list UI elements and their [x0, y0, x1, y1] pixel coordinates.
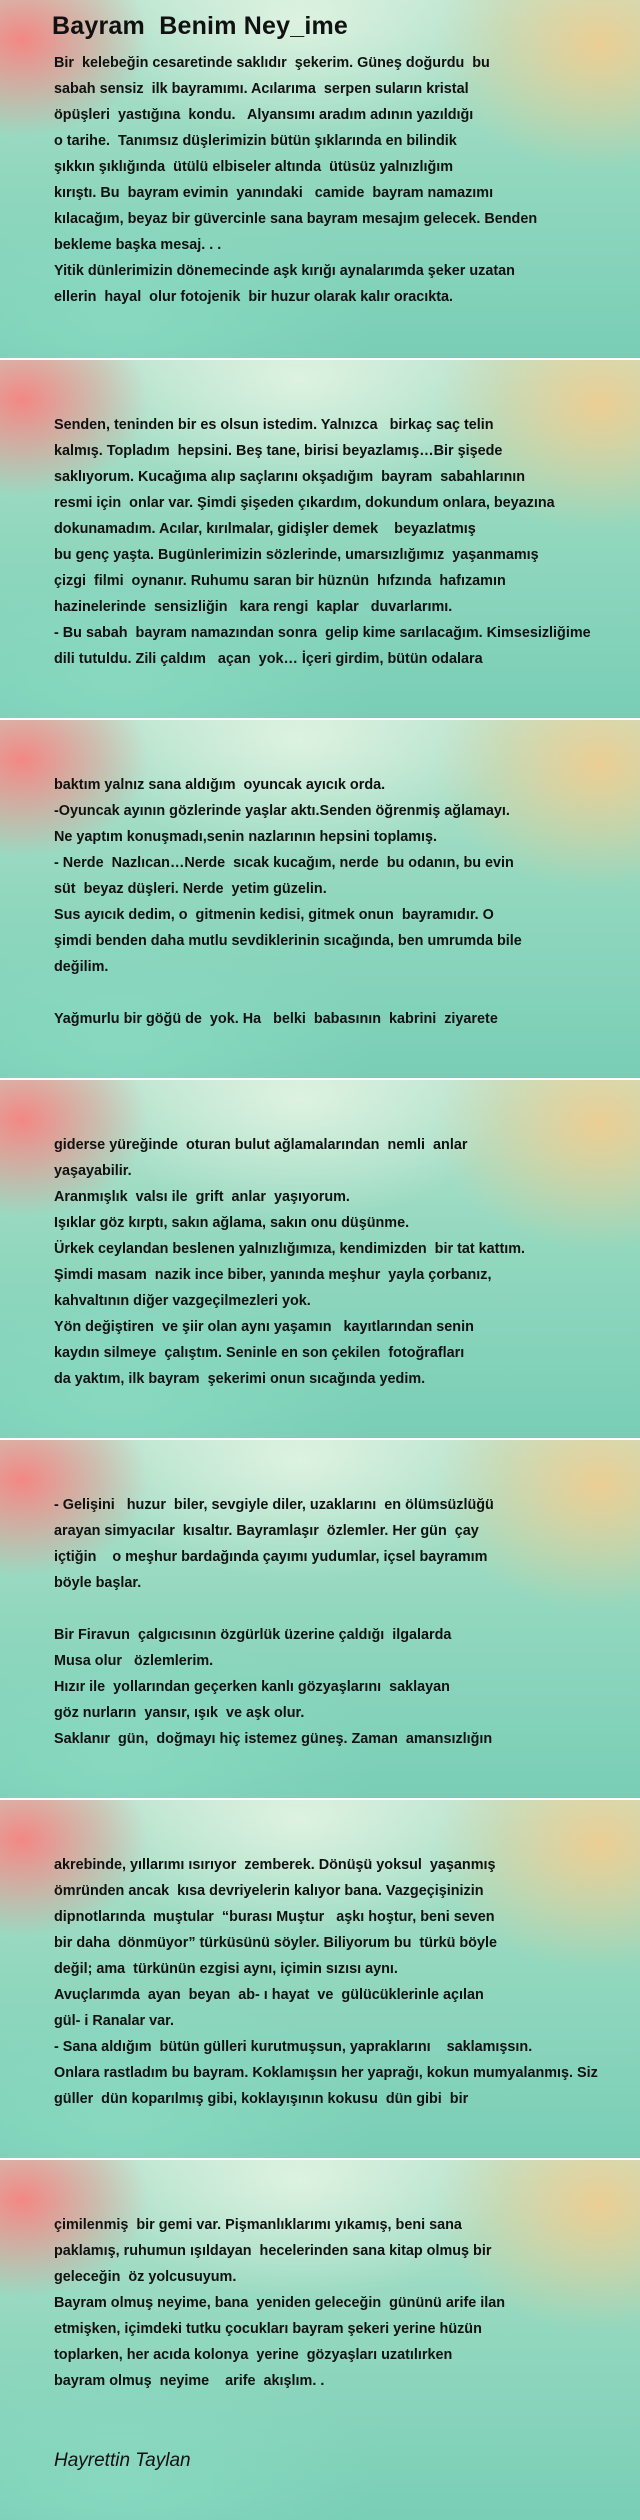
poem-line: kahvaltının diğer vazgeçilmezleri yok.: [54, 1293, 311, 1309]
poem-line: kırıştı. Bu bayram evimin yanındaki camide bayram namazımı: [54, 185, 494, 201]
poem-line: bekleme başka mesaj. . .: [54, 237, 222, 253]
poem-line: -Oyuncak ayının gözlerinde yaşlar aktı.Senden öğrenmiş ağlamayı.: [54, 803, 510, 819]
author-name: Hayrettin Taylan: [54, 2450, 191, 2471]
poem-panel-7: [0, 2160, 640, 2520]
poem-line: Aranmışlık valsı ile grift anlar yaşıyorum.: [54, 1189, 350, 1205]
poem-line: Ne yaptım konuşmadı,senin nazlarının hepsini toplamış.: [54, 829, 438, 845]
poem-line: giderse yüreğinde oturan bulut ağlamalarından nemli anlar: [54, 1137, 468, 1153]
poem-line: bayram olmuş neyime arife akışlım. .: [54, 2373, 325, 2389]
poem-line: Avuçlarımda ayan beyan ab- ı hayat ve gülücüklerinle açılan: [54, 1987, 484, 2003]
poem-line: dipnotlarında muştular “burası Muştur aşkı hoştur, beni seven: [54, 1909, 495, 1925]
poem-line: dokunamadım. Acılar, kırılmalar, gidişler demek beyazlatmış: [54, 521, 476, 537]
poem-line: öpüşleri yastığına kondu. Alyansımı aradım adının yazıldığı: [54, 107, 474, 123]
poem-line: Bir kelebeğin cesaretinde saklıdır şekerim. Güneş doğurdu bu: [54, 55, 490, 71]
poem-line: Yön değiştiren ve şiir olan aynı yaşamın kayıtlarından senin: [54, 1319, 474, 1335]
poem-line: bir daha dönmüyor” türküsünü söyler. Biliyorum bu türkü böyle: [54, 1935, 497, 1951]
poem-line: geleceğin öz yolcusuyum.: [54, 2269, 237, 2285]
poem-line: Sus ayıcık dedim, o gitmenin kedisi, gitmek onun bayramıdır. O: [54, 907, 494, 923]
poem-panel-1: [0, 0, 640, 358]
poem-line: Bir Firavun çalgıcısının özgürlük üzerine çaldığı ilgalarda: [54, 1627, 452, 1643]
poem-line: böyle başlar.: [54, 1575, 142, 1591]
poem-line: Onlara rastladım bu bayram. Koklamışsın her yaprağı, kokun mumyalanmış. Siz: [54, 2065, 598, 2081]
poem-panel-3: [0, 720, 640, 1078]
poem-line: Musa olur özlemlerim.: [54, 1653, 214, 1669]
poem-line: Ürkek ceylandan beslenen yalnızlığımıza, kendimizden bir tat kattım.: [54, 1241, 526, 1257]
poem-line: - Sana aldığım bütün gülleri kurutmuşsun, yapraklarını saklamışsın.: [54, 2039, 533, 2055]
poem-line: şimdi benden daha mutlu sevdiklerinin sıcağında, ben umrumda bile: [54, 933, 522, 949]
poem-line: ellerin hayal olur fotojenik bir huzur olarak kalır oracıkta.: [54, 289, 454, 305]
stanza-3: [54, 772, 522, 1032]
poem-line: akrebinde, yıllarımı ısırıyor zemberek. Dönüşü yoksul yaşanmış: [54, 1857, 496, 1873]
poem-line: çimilenmiş bir gemi var. Pişmanlıklarımı yıkamış, beni sana: [54, 2217, 462, 2233]
poem-line: Şimdi masam nazik ince biber, yanında meşhur yayla çorbanız,: [54, 1267, 492, 1283]
poem-line: kalmış. Topladım hepsini. Beş tane, birisi beyazlamış…Bir şişede: [54, 443, 503, 459]
poem-line: Işıklar göz kırptı, sakın ağlama, sakın onu düşünme.: [54, 1215, 410, 1231]
poem-line: - Gelişini huzur biler, sevgiyle diler, uzaklarını en ölümsüzlüğü: [54, 1497, 494, 1513]
poem-line: toplarken, her acıda kolonya yerine gözyaşları uzatılırken: [54, 2347, 453, 2363]
poem-line: etmişken, içimdeki tutku çocukları bayram şekeri yerine hüzün: [54, 2321, 482, 2337]
poem-line: değil; ama türkünün ezgisi aynı, içimin sızısı aynı.: [54, 1961, 398, 1977]
poem-line: Bayram olmuş neyime, bana yeniden geleceğin gününü arife ilan: [54, 2295, 506, 2311]
poem-line: göz nurların yansır, ışık ve aşk olur.: [54, 1705, 305, 1721]
poem-line: Senden, teninden bir es olsun istedim. Yalnızca birkaç saç telin: [54, 417, 494, 433]
poem-line: [54, 1596, 494, 1622]
poem-line: güller dün koparılmış gibi, koklayışının kokusu dün gibi bir: [54, 2091, 469, 2107]
poem-line: içtiğin o meşhur bardağında çayımı yudumlar, içsel bayramım: [54, 1549, 488, 1565]
poem-line: baktım yalnız sana aldığım oyuncak ayıcık orda.: [54, 777, 386, 793]
poem-panel-6: [0, 1800, 640, 2158]
poem-panel-4: [0, 1080, 640, 1438]
poem-line: da yaktım, ilk bayram şekerimi onun sıcağında yedim.: [54, 1371, 426, 1387]
poem-line: süt beyaz düşleri. Nerde yetim güzelin.: [54, 881, 327, 897]
stanza-1: [54, 50, 537, 310]
poem-line: - Bu sabah bayram namazından sonra gelip kime sarılacağım. Kimsesizliğime: [54, 625, 591, 641]
poem-line: kaydın silmeye çalıştım. Seninle en son çekilen fotoğrafları: [54, 1345, 465, 1361]
stanza-6: [54, 1852, 598, 2112]
poem-line: çizgi filmi oynanır. Ruhumu saran bir hüznün hıfzında hafızamın: [54, 573, 506, 589]
poem-panel-5: [0, 1440, 640, 1798]
poem-line: kılacağım, beyaz bir güvercinle sana bayram mesajım gelecek. Benden: [54, 211, 538, 227]
stanza-2: [54, 412, 591, 672]
poem-title: Bayram Benim Ney_ime: [52, 12, 349, 40]
poem-panel-2: [0, 360, 640, 718]
poem-line: resmi için onlar var. Şimdi şişeden çıkardım, dokundum onlara, beyazına: [54, 495, 555, 511]
poem-line: gül- i Ranalar var.: [54, 2013, 174, 2029]
poem-line: sabah sensiz ilk bayramımı. Acılarıma serpen suların kristal: [54, 81, 469, 97]
poem-line: hazinelerinde sensizliğin kara rengi kaplar duvarlarımı.: [54, 599, 453, 615]
poem-line: ömründen ancak kısa devriyelerin kalıyor bana. Vazgeçişinizin: [54, 1883, 484, 1899]
poem-line: Yağmurlu bir göğü de yok. Ha belki babasının kabrini ziyarete: [54, 1011, 498, 1027]
poem-line: paklamış, ruhumun ışıldayan hecelerinden sana kitap olmuş bir: [54, 2243, 492, 2259]
stanza-7: [54, 2212, 505, 2394]
poem-line: değilim.: [54, 959, 109, 975]
poem-line: arayan simyacılar kısaltır. Bayramlaşır özlemler. Her gün çay: [54, 1523, 479, 1539]
poem-line: Yitik dünlerimizin dönemecinde aşk kırığı aynalarımda şeker uzatan: [54, 263, 515, 279]
stanza-4: [54, 1132, 525, 1392]
poem-line: şıkkın şıklığında ütülü elbiseler altında ütüsüz yalnızlığım: [54, 159, 454, 175]
poem-line: saklıyorum. Kucağıma alıp saçlarını okşadığım bayram sabahlarının: [54, 469, 526, 485]
poem-line: bu genç yaşta. Bugünlerimizin sözlerinde, umarsızlığımız yaşanmamış: [54, 547, 539, 563]
poem-line: Saklanır gün, doğmayı hiç istemez güneş. Zaman amansızlığın: [54, 1731, 493, 1747]
poem-line: dili tutuldu. Zili çaldım açan yok… İçeri girdim, bütün odalara: [54, 651, 483, 667]
poem-line: - Nerde Nazlıcan…Nerde sıcak kucağım, nerde bu odanın, bu evin: [54, 855, 514, 871]
poem-line: yaşayabilir.: [54, 1163, 132, 1179]
poem-line: o tarihe. Tanımsız düşlerimizin bütün şıklarında en bilindik: [54, 133, 457, 149]
poem-line: [54, 980, 522, 1006]
stanza-5: [54, 1492, 494, 1752]
poem-line: Hızır ile yollarından geçerken kanlı gözyaşlarını saklayan: [54, 1679, 450, 1695]
